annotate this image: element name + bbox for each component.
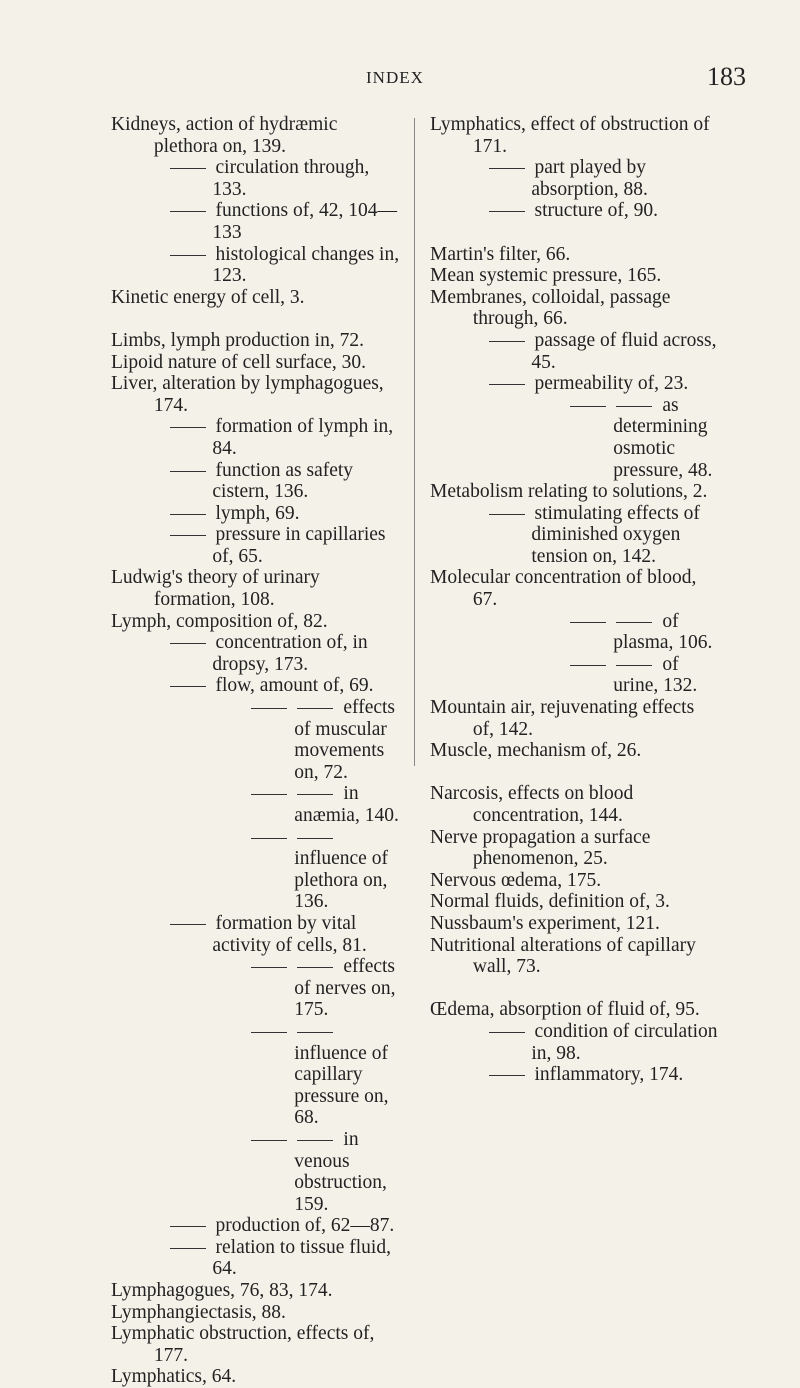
index-entry bbox=[430, 373, 720, 395]
ditto-dash bbox=[170, 1248, 206, 1249]
entry-text: stimulating effects of diminished oxygen tension on, 142. bbox=[531, 502, 700, 567]
entry-text: as determining osmotic pressure, 48. bbox=[613, 394, 713, 481]
entry-text: Narcosis, effects on blood concentration, 144. bbox=[430, 783, 634, 826]
entry-text: Lymphagogues, 76, 83, 174. bbox=[111, 1280, 333, 1302]
ditto-dash bbox=[170, 471, 206, 472]
ditto-dash bbox=[170, 255, 206, 256]
index-entry bbox=[430, 1021, 720, 1064]
ditto-dash bbox=[616, 665, 652, 666]
ditto-dash bbox=[251, 1140, 287, 1141]
index-entry bbox=[111, 1021, 403, 1129]
entry-text: concentration of, in dropsy, 173. bbox=[212, 632, 368, 675]
index-entry bbox=[430, 891, 720, 913]
ditto-dash bbox=[616, 406, 652, 407]
index-entry bbox=[430, 567, 720, 610]
ditto-dash bbox=[170, 924, 206, 925]
ditto-dash bbox=[251, 1032, 287, 1033]
index-entry bbox=[111, 503, 403, 525]
index-entry bbox=[111, 956, 403, 1021]
entry-text: histological changes in, 123. bbox=[212, 243, 400, 287]
ditto-dash bbox=[489, 1075, 525, 1076]
ditto-dash bbox=[170, 1226, 206, 1227]
ditto-dash bbox=[489, 341, 525, 342]
entry-text: Molecular concentration of blood, 67. bbox=[430, 567, 697, 611]
index-entry bbox=[430, 330, 720, 373]
entry-text: Nussbaum's experiment, 121. bbox=[430, 912, 660, 934]
entry-text: Mean systemic pressure, 165. bbox=[430, 265, 662, 287]
index-entry bbox=[111, 783, 403, 826]
index-entry bbox=[430, 611, 720, 654]
ditto-dash bbox=[570, 622, 606, 623]
index-entry bbox=[430, 827, 720, 870]
entry-text: Œdema, absorption of fluid of, 95. bbox=[430, 999, 700, 1021]
ditto-dash bbox=[570, 406, 606, 407]
index-entry bbox=[430, 654, 720, 697]
entry-text: passage of fluid across, 45. bbox=[531, 329, 717, 373]
ditto-dash bbox=[297, 967, 333, 968]
index-entry bbox=[111, 352, 403, 374]
index-entry bbox=[430, 783, 720, 826]
ditto-dash bbox=[489, 168, 525, 169]
ditto-dash bbox=[170, 535, 206, 536]
index-entry bbox=[111, 1237, 403, 1280]
page-header bbox=[0, 62, 800, 106]
index-entry bbox=[111, 697, 403, 783]
ditto-dash bbox=[297, 1032, 333, 1033]
ditto-dash bbox=[489, 1032, 525, 1033]
entry-text: Normal fluids, definition of, 3. bbox=[430, 891, 670, 913]
index-entry bbox=[430, 481, 720, 503]
index-entry bbox=[430, 1064, 720, 1086]
entry-text: Ludwig's theory of urinary formation, 108. bbox=[111, 567, 320, 611]
entry-text: formation of lymph in, 84. bbox=[212, 416, 394, 459]
entry-text: flow, amount of, 69. bbox=[215, 675, 374, 697]
entry-text: Lipoid nature of cell surface, 30. bbox=[111, 351, 367, 373]
index-entry bbox=[111, 157, 403, 200]
entry-text: Limbs, lymph production in, 72. bbox=[111, 329, 364, 351]
index-entry bbox=[111, 1280, 403, 1302]
entry-text: formation by vital activity of cells, 81. bbox=[212, 912, 367, 956]
ditto-dash bbox=[570, 665, 606, 666]
entry-text: effects of muscular movements on, 72. bbox=[294, 697, 396, 783]
index-entry bbox=[111, 1323, 403, 1366]
index-entry bbox=[111, 330, 403, 352]
index-entry bbox=[430, 935, 720, 978]
index-entry bbox=[430, 870, 720, 892]
index-entry bbox=[111, 524, 403, 567]
running-head: INDEX bbox=[366, 68, 424, 87]
index-entry bbox=[111, 373, 403, 416]
ditto-dash bbox=[170, 211, 206, 212]
ditto-dash bbox=[170, 686, 206, 687]
entry-text: Lymphangiectasis, 88. bbox=[111, 1301, 286, 1323]
index-entry bbox=[111, 1215, 403, 1237]
index-entry bbox=[111, 567, 403, 610]
index-entry bbox=[111, 827, 403, 913]
entry-text: function as safety cistern, 136. bbox=[212, 459, 354, 503]
ditto-dash bbox=[251, 838, 287, 839]
index-entry bbox=[111, 1129, 403, 1215]
entry-text: structure of, 90. bbox=[534, 200, 658, 222]
ditto-dash bbox=[297, 838, 333, 839]
entry-text: Muscle, mechanism of, 26. bbox=[430, 740, 642, 762]
ditto-dash bbox=[489, 211, 525, 212]
index-entry bbox=[430, 697, 720, 740]
index-entry bbox=[111, 244, 403, 287]
ditto-dash bbox=[251, 967, 287, 968]
index-entry bbox=[430, 114, 720, 157]
column-divider bbox=[414, 118, 415, 766]
entry-text: Membranes, colloidal, passage through, 66. bbox=[430, 286, 671, 330]
ditto-dash bbox=[170, 643, 206, 644]
index-entry bbox=[430, 244, 720, 266]
entry-text: inflammatory, 174. bbox=[534, 1064, 684, 1086]
entry-text: pressure in capillaries of, 65. bbox=[212, 524, 386, 567]
index-entry bbox=[430, 913, 720, 935]
index-column-left bbox=[111, 114, 403, 1388]
entry-text: of plasma, 106. bbox=[613, 610, 713, 654]
index-entry bbox=[111, 1302, 403, 1324]
index-entry bbox=[430, 999, 720, 1021]
index-entry bbox=[430, 265, 720, 287]
entry-text: relation to tissue fluid, 64. bbox=[212, 1236, 391, 1280]
index-entry bbox=[111, 114, 403, 157]
entry-text: Nutritional alterations of capillary wall, 73. bbox=[430, 934, 696, 978]
entry-text: functions of, 42, 104—133 bbox=[212, 200, 397, 243]
entry-text: in anæmia, 140. bbox=[294, 783, 399, 826]
entry-text: Kidneys, action of hydræmic plethora on, 139. bbox=[111, 114, 338, 157]
index-entry bbox=[111, 416, 403, 459]
index-entry bbox=[111, 287, 403, 309]
index-entry bbox=[111, 460, 403, 503]
index-entry bbox=[430, 395, 720, 481]
entry-text: Lymphatics, 64. bbox=[111, 1366, 237, 1388]
index-entry bbox=[111, 200, 403, 243]
index-entry bbox=[430, 287, 720, 330]
entry-text: condition of circulation in, 98. bbox=[531, 1020, 718, 1064]
index-entry bbox=[430, 157, 720, 200]
page-number: 183 bbox=[707, 62, 746, 91]
index-entry bbox=[111, 611, 403, 633]
ditto-dash bbox=[170, 427, 206, 428]
entry-text: production of, 62—87. bbox=[215, 1215, 395, 1237]
ditto-dash bbox=[170, 514, 206, 515]
index-entry bbox=[111, 632, 403, 675]
entry-text: Liver, alteration by lymphagogues, 174. bbox=[111, 373, 384, 416]
index-entry bbox=[111, 913, 403, 956]
index-entry bbox=[111, 1366, 403, 1388]
entry-text: part played by absorption, 88. bbox=[531, 157, 648, 200]
entry-text: influence of plethora on, 136. bbox=[294, 848, 388, 913]
entry-text: of urine, 132. bbox=[613, 653, 698, 697]
entry-text: Martin's filter, 66. bbox=[430, 243, 571, 265]
index-entry bbox=[430, 503, 720, 568]
ditto-dash bbox=[251, 708, 287, 709]
ditto-dash bbox=[170, 168, 206, 169]
entry-text: lymph, 69. bbox=[215, 502, 300, 524]
entry-text: Lymph, composition of, 82. bbox=[111, 610, 328, 632]
entry-text: in venous obstruction, 159. bbox=[294, 1128, 387, 1215]
ditto-dash bbox=[489, 384, 525, 385]
ditto-dash bbox=[297, 1140, 333, 1141]
index-column-right bbox=[430, 114, 720, 1086]
ditto-dash bbox=[297, 708, 333, 709]
ditto-dash bbox=[297, 794, 333, 795]
entry-text: permeability of, 23. bbox=[534, 373, 689, 395]
entry-text: Nervous œdema, 175. bbox=[430, 869, 602, 891]
ditto-dash bbox=[616, 622, 652, 623]
entry-text: Metabolism relating to solutions, 2. bbox=[430, 481, 708, 503]
entry-text: Lymphatics, effect of obstruction of 171. bbox=[430, 114, 710, 157]
entry-text: Lymphatic obstruction, effects of, 177. bbox=[111, 1323, 375, 1366]
entry-text: Kinetic energy of cell, 3. bbox=[111, 286, 305, 308]
index-entry bbox=[430, 200, 720, 222]
ditto-dash bbox=[489, 514, 525, 515]
entry-text: circulation through, 133. bbox=[212, 157, 370, 200]
index-entry bbox=[111, 675, 403, 697]
entry-text: Nerve propagation a surface phenomenon, 25. bbox=[430, 826, 651, 870]
ditto-dash bbox=[251, 794, 287, 795]
entry-text: effects of nerves on, 175. bbox=[294, 956, 396, 1021]
index-entry bbox=[430, 740, 720, 762]
entry-text: influence of capillary pressure on, 68. bbox=[294, 1042, 389, 1129]
entry-text: Mountain air, rejuvenating effects of, 142. bbox=[430, 697, 695, 740]
